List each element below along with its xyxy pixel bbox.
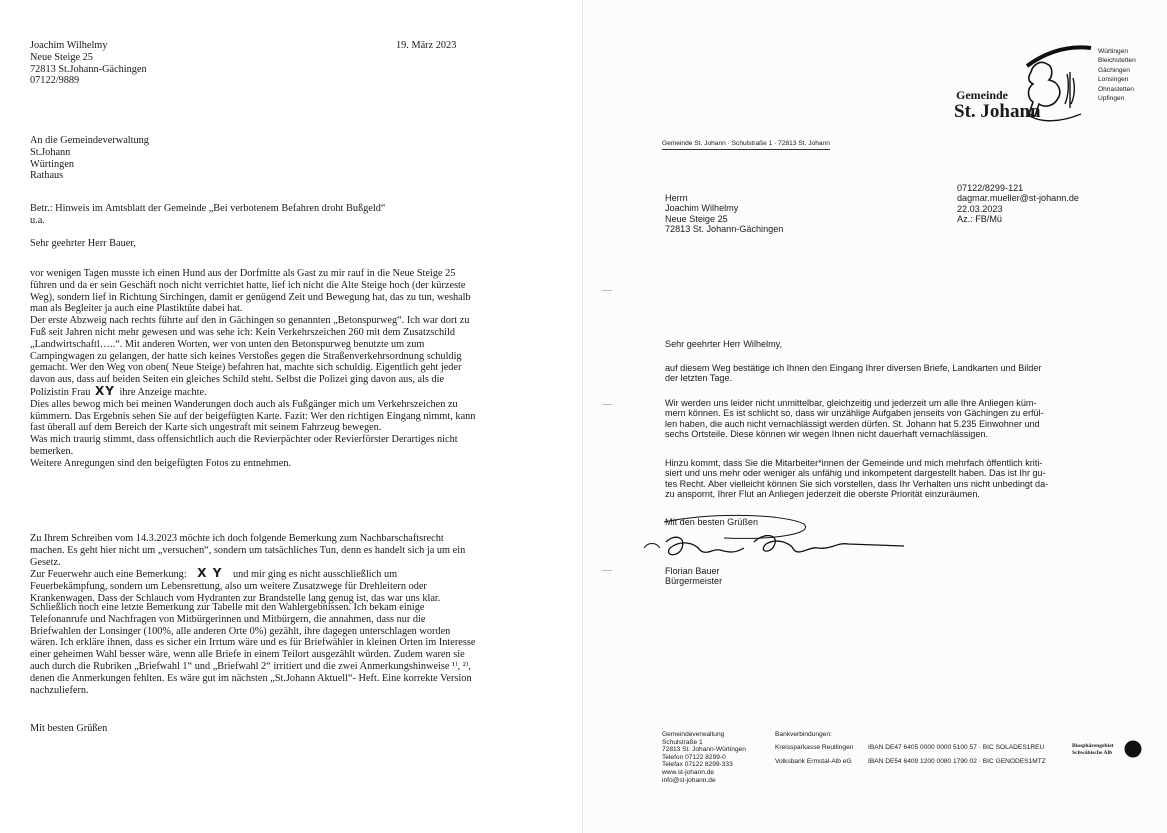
recipient-line: Würtingen	[30, 158, 75, 170]
footer-line: Telefax 07122 8299-333	[662, 761, 733, 769]
salutation: Sehr geehrter Herr Bauer,	[30, 238, 136, 249]
body-paragraph-3	[30, 602, 475, 696]
sender-address	[30, 40, 147, 87]
return-address: Gemeinde St. Johann · Schulstraße 1 · 72813 St. Johann	[662, 140, 830, 150]
fold-mark	[602, 404, 612, 405]
body-line	[30, 383, 475, 399]
recipient-line: Joachim Wilhelmy	[665, 203, 739, 214]
footer-line: www.st-johann.de	[662, 768, 715, 776]
body-line: führen und da er sein Geschäft noch nicht verrichtet hatte, lief ich nicht die Alte Steige hoch (der kürzeste	[30, 279, 466, 291]
handwritten-redaction: XY	[94, 383, 115, 398]
body-line: denen die Anmerkungen fehlten. Es wäre gut im nächsten „St.Johann Aktuell“- Heft. Eine korrekte Version	[30, 672, 472, 684]
handwritten-signature-icon	[634, 512, 914, 572]
footer-bank-title: Bankverbindungen:	[775, 731, 832, 738]
body-line: Der erste Abzweig nach rechts führte auf den in Gächingen so genannten „Betonspurweg“. Ich war dort zu	[30, 315, 470, 327]
footer-line: Schulstraße 1	[662, 738, 703, 746]
recipient-line: Herrn	[665, 193, 688, 203]
footer-admin-address	[662, 731, 746, 784]
signer-title: Bürgermeister	[665, 576, 723, 587]
reference-number: Az.: FB/Mü	[957, 214, 1002, 225]
footer-line: 72813 St. Johann-Würtingen	[662, 746, 746, 754]
body-line: nachzuliefern.	[30, 684, 89, 696]
subject-text: u.a.	[30, 214, 45, 226]
body-line: Zu Ihrem Schreiben vom 14.3.2023 möchte ich doch folgende Bemerkung zum Nachbarschaftsrecht	[30, 533, 444, 544]
body-line: vor wenigen Tagen musste ich einen Hund aus der Dorfmitte als Gast zu mir rauf in die Neue Steige 25	[30, 268, 456, 279]
handwritten-redaction: X Y	[197, 566, 223, 581]
body-line: Briefwahlen der Lonsinger (100%, alle anderen Orte 0%) gezählt, ihre dagegen unterschlagen worden	[30, 625, 451, 637]
citizen-letter-page	[0, 0, 583, 833]
body-paragraph-1	[665, 363, 1041, 384]
body-line: Campingwagen zu gelangen, der hatte sich keines Verstoßes gegen die Straßenverkehrsordnung schuldig	[30, 350, 462, 362]
body-line: len haben, die auch nicht vernachlässigt werden dürfen. St. Johann hat 5.235 Einwohner und	[665, 418, 1040, 429]
footer-line: Gemeindeverwaltung	[662, 731, 725, 738]
body-line: einer geheimen Wahl besser wäre, wenn alle Briefe in einem Teilort ausgezählt würden. Zudem waren sie	[30, 649, 465, 661]
body-line: der letzten Tage.	[665, 373, 733, 384]
sender-line: 07122/9889	[30, 75, 80, 87]
subject-line	[30, 203, 385, 227]
recipient-line: Neue Steige 25	[665, 213, 728, 224]
body-line: „Landwirtschaftl…..“. Mit anderen Worten, wer von unten den Betonspurweg benutzte um zum	[30, 338, 425, 350]
body-line: Schließlich noch eine letzte Bemerkung zur Tabelle mit den Wahlergebnissen. Ich bekam einige	[30, 602, 425, 613]
body-line: Hinzu kommt, dass Sie die Mitarbeiter*innen der Gemeinde und mich mehrfach öffentlich kriti-	[665, 458, 1043, 468]
sender-line: Neue Steige 25	[30, 51, 93, 63]
body-line: Was mich traurig stimmt, dass offensichtlich auch die Revierpächter oder Revierförster Derartiges nicht	[30, 434, 458, 446]
body-line: machen. Es geht hier nicht um „versuchen“, sondern um tatsächliches Tun, denn es handelt sich ja um ein	[30, 544, 466, 556]
contact-phone: 07122/8299-121	[957, 183, 1024, 193]
contact-email: dagmar.mueller@st-johann.de	[957, 193, 1079, 204]
body-line: Weitere Anregungen sind den beigefügten Fotos zu entnehmen.	[30, 457, 292, 469]
body-line: auf diesem Weg bestätige ich Ihnen den Eingang Ihrer diversen Briefe, Landkarten und Bilder	[665, 363, 1042, 373]
crest-name: St. Johann	[954, 101, 1041, 122]
recipient-line: An die Gemeindeverwaltung	[30, 135, 149, 146]
bank-name: Kreissparkasse Reutlingen	[775, 744, 854, 751]
body-line: Gesetz.	[30, 556, 61, 568]
body-line: tes Recht. Aber vielleicht können Sie sich vorstellen, dass Ihr Verhalten uns nicht unbedingt da-	[665, 478, 1049, 489]
body-line: siert und uns mehr oder weniger als unfähig und inkompetent dargestellt haben. Das ist Ihr gu-	[665, 468, 1046, 479]
bank-name: Volksbank Ermstal-Alb eG	[775, 758, 852, 765]
body-paragraph-2	[665, 398, 1044, 440]
footer-line: Telefon 07122 8299-0	[662, 753, 726, 761]
crest-gemeinde-label: Gemeinde	[956, 88, 1008, 102]
body-line: davon aus, dass auf beiden Seiten ein gleiches Schild steht. Selbst die Polizei ging davon aus, als die	[30, 374, 445, 386]
recipient-address	[665, 193, 783, 235]
body-line: Krankenwagen. Dass der Schlauch vom Hydranten zur Brandstelle lang genug ist, das war uns klar.	[30, 592, 441, 604]
municipality-letter-page	[584, 0, 1167, 833]
body-text: und mir ging es nicht ausschließlich um	[232, 569, 398, 581]
salutation: Sehr geehrter Herr Wilhelmy,	[665, 339, 783, 349]
body-line: mern können. Es ist schlicht so, dass wir unzählige Aufgaben jenseits von Gächingen zu erfül-	[665, 408, 1044, 419]
village-name: Lonsingen	[1098, 76, 1129, 84]
biosphere-label	[1072, 743, 1114, 757]
signer-block	[665, 566, 722, 587]
sender-line: Joachim Wilhelmy	[30, 40, 108, 51]
body-line: kümmern. Das Ergebnis sehen Sie auf der beigefügten Karte. Fazit: Wer den richtigen Eingang nimmt, kann	[30, 410, 476, 422]
recipient-line: 72813 St. Johann-Gächingen	[665, 224, 784, 235]
bank-iban: IBAN DE47 6405 0000 0000 5100 57 · BIC SOLADES1REU	[868, 744, 1045, 751]
body-line: man als Begleiter ja auch eine Plastiktüte dabei hat.	[30, 303, 243, 315]
body-line: Feuerbekämpfung, sondern um Lebensrettung, also um weitere Zusatzwege für Drehleitern oder	[30, 581, 427, 593]
body-line: bemerken.	[30, 445, 74, 457]
village-name: Gächingen	[1098, 66, 1130, 74]
sender-line: 72813 St.Johann-Gächingen	[30, 63, 147, 75]
closing: Mit besten Grüßen	[30, 723, 108, 734]
village-name: Bleichstetten	[1098, 57, 1136, 65]
body-line: Weg), sondern lief in Richtung Sirchingen, damit er genügend Zeit und Bewegung hat, das zu tun, weshalb	[30, 291, 471, 303]
recipient-line: Rathaus	[30, 170, 64, 182]
bank-iban: IBAN DE54 6409 1200 0080 1790 02 · BIC GENODES1MTZ	[868, 758, 1046, 765]
recipient-line: St.Johann	[30, 146, 71, 158]
body-line: sechs Ortsteile. Diese können wir wegen Ihnen nicht dauerhaft vernachlässigen.	[665, 429, 989, 440]
contact-block	[957, 183, 1079, 225]
letter-date: 19. März 2023	[396, 40, 457, 51]
contact-date: 22.03.2023	[957, 203, 1003, 214]
body-line: Telefonanrufe und Nachfragen von Mitbürgerinnen und Mitbürgern, die annahmen, dass nur die	[30, 613, 426, 625]
footer-line: Biosphärengebiet	[1072, 743, 1114, 749]
body-text: Zur Feuerwehr auch eine Bemerkung:	[30, 569, 187, 581]
biosphere-logo-icon	[1124, 740, 1142, 758]
body-line: gemacht. Wer den Weg von oben( Neue Steige) befahren hat, machte sich schuldig. Eigentlich geht jeder	[30, 362, 462, 374]
fold-mark	[602, 570, 612, 571]
fold-mark	[602, 290, 612, 291]
body-line	[30, 568, 465, 581]
body-line: Dies alles bewog mich bei meinen Wanderungen doch auch als Fußgänger mich um Verkehrszeichen zu	[30, 398, 458, 410]
body-paragraph-2	[30, 533, 465, 605]
villages-list	[1098, 47, 1136, 103]
footer-bank-ibans	[868, 741, 1046, 769]
body-line: wären. Ich erkläre ihnen, dass es sicher ein Irrtum wäre und es für Briefwähler in kleinen Orten im Interesse	[30, 637, 476, 649]
village-name: Upfingen	[1098, 95, 1125, 103]
body-text: ihre Anzeige machte.	[119, 386, 207, 398]
body-text: Polizistin Frau	[30, 386, 91, 398]
subject-text: Betr.: Hinweis im Amtsblatt der Gemeinde „Bei verbotenem Befahren droht Bußgeld“	[30, 203, 386, 214]
footer-bank-names	[775, 741, 853, 769]
body-line: fast überall auf dem Bereich der Karte sich ungestraft mit seinem Fahrzeug bewegen.	[30, 422, 382, 434]
body-line: Fuß seit Jahren nicht mehr gewesen und was sehe ich: Kein Verkehrszeichen 260 mit dem Zusatzschild	[30, 326, 456, 338]
body-line: Wir werden uns leider nicht unmittelbar, gleichzeitig und jederzeit um alle Ihre Anliegen küm-	[665, 398, 1037, 408]
closing: Mit den besten Grüßen	[665, 517, 759, 527]
body-line: auch durch die Rubriken „Briefwahl 1“ und „Briefwahl 2“ irritiert und die zwei Anmerkungshinweise ¹⁾, ²⁾,	[30, 660, 471, 672]
body-paragraph-1	[30, 268, 475, 470]
village-name: Ohnastetten	[1098, 85, 1134, 93]
footer-line: info@st-johann.de	[662, 776, 716, 784]
village-name: Würtingen	[1098, 48, 1129, 55]
signer-name: Florian Bauer	[665, 566, 720, 576]
body-line: zu anspornt, Ihrer Flut an Anliegen jederzeit die oberste Priorität einzuräumen.	[665, 489, 980, 500]
recipient-address	[30, 135, 149, 182]
footer-line: Schwäbische Alb	[1072, 750, 1113, 756]
body-paragraph-3	[665, 458, 1048, 500]
